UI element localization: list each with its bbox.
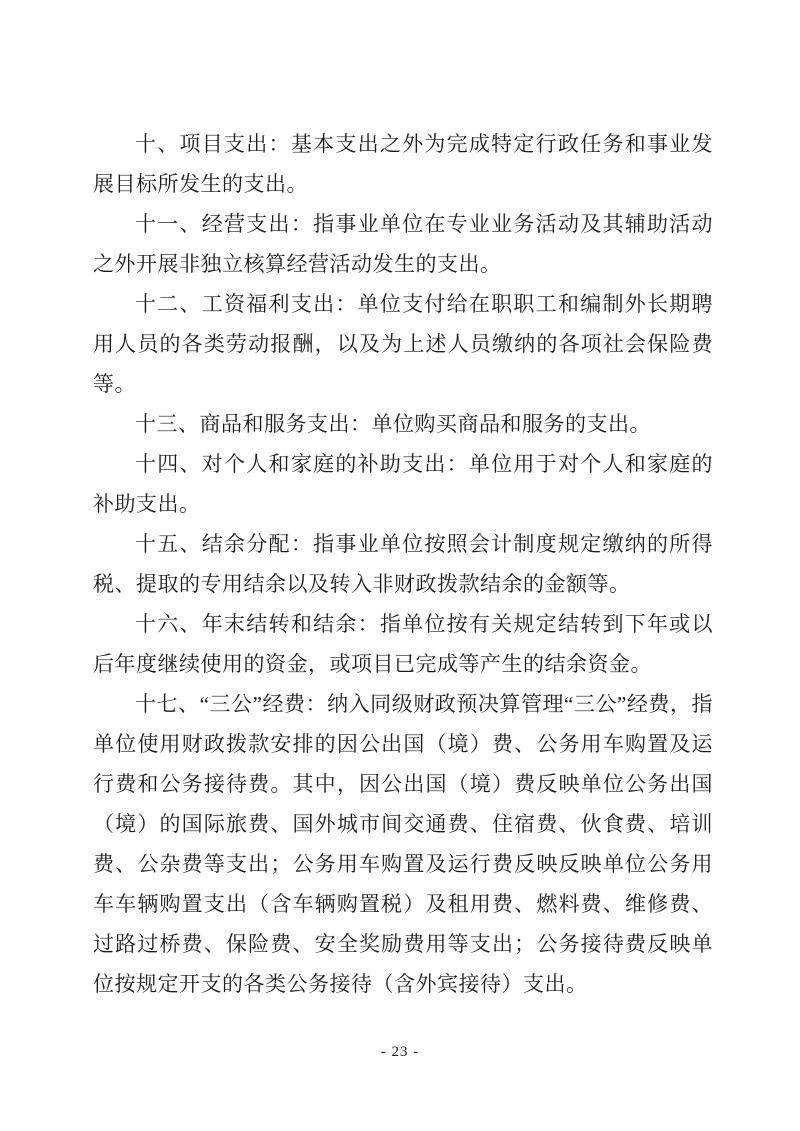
paragraph-item-12-wage-welfare-expenditure: 十二、工资福利支出：单位支付给在职职工和编制外长期聘用人员的各类劳动报酬，以及为上述人员缴纳的各项社会保险费等。 — [93, 292, 713, 396]
paragraph-item-14-individual-family-subsidy: 十四、对个人和家庭的补助支出：单位用于对个人和家庭的补助支出。 — [93, 452, 713, 516]
paragraph-item-15-surplus-distribution: 十五、结余分配：指事业单位按照会计制度规定缴纳的所得税、提取的专用结余以及转入非财政拨款结余的金额等。 — [93, 532, 713, 596]
paragraph-item-17-three-public-funds: 十七、“三公”经费：纳入同级财政预决算管理“三公”经费，指单位使用财政拨款安排的因公出国（境）费、公务用车购置及运行费和公务接待费。其中，因公出国（境）费反映单位公务出国（境）的国际旅费、国外城市间交通费、住宿费、伙食费、培训费、公杂费等支出；公务用车购置及运行费反映反映单位公务用车车辆购置支出（含车辆购置税）及租用费、燃料费、维修费、过路过桥费、保险费、安全奖励费用等支出；公务接待费反映单位按规定开支的各类公务接待（含外宾接待）支出。 — [93, 692, 713, 996]
paragraph-item-16-year-end-carryover: 十六、年末结转和结余：指单位按有关规定结转到下年或以后年度继续使用的资金，或项目已完成等产生的结余资金。 — [93, 612, 713, 676]
document-body — [93, 124, 713, 1004]
paragraph-item-13-goods-services-expenditure: 十三、商品和服务支出：单位购买商品和服务的支出。 — [135, 412, 651, 436]
page-number: - 23 - — [380, 1044, 420, 1060]
paragraph-item-11-operating-expenditure: 十一、经营支出：指事业单位在专业业务活动及其辅助活动之外开展非独立核算经营活动发生的支出。 — [93, 212, 713, 276]
paragraph-item-10-project-expenditure: 十、项目支出：基本支出之外为完成特定行政任务和事业发展目标所发生的支出。 — [93, 132, 713, 196]
